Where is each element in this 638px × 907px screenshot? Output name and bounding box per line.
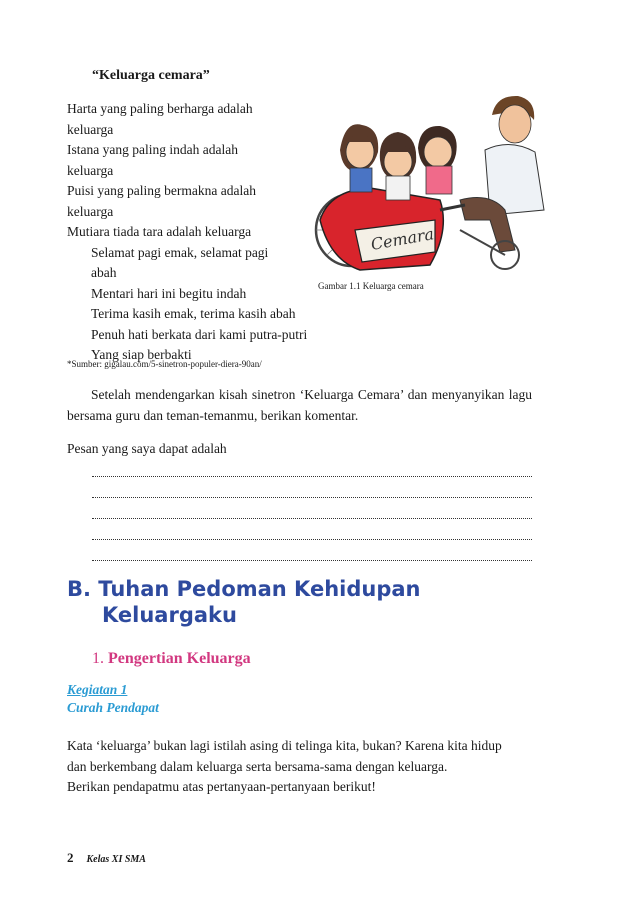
- activity-line: dan berkembang dalam keluarga serta bersama-sama dengan keluarga.: [67, 758, 448, 774]
- answer-line[interactable]: [92, 540, 532, 561]
- song-title: “Keluarga cemara”: [92, 68, 210, 83]
- subsection-number: 1.: [92, 650, 104, 667]
- lyric-line: Mutiara tiada tara adalah keluarga: [67, 224, 252, 239]
- class-label: Kelas XI SMA: [86, 854, 146, 865]
- father: [440, 96, 544, 252]
- section-title-line2: Keluargaku: [102, 603, 237, 627]
- lyric-line-indented: Mentari hari ini begitu indah: [91, 285, 247, 301]
- activity-line: Berikan pendapatmu atas pertanyaan-pertanyaan berikut!: [67, 779, 376, 794]
- section-letter: B.: [67, 577, 91, 601]
- family-cart-illustration: [300, 80, 550, 275]
- figure-caption: Gambar 1.1 Keluarga cemara: [318, 281, 424, 291]
- lyric-line: Puisi yang paling bermakna adalah: [67, 183, 256, 198]
- lyric-line-indented: abah: [91, 265, 117, 280]
- subsection-heading: [92, 650, 251, 668]
- instruction-text: Setelah mendengarkan kisah sinetron ‘Keluarga Cemara’ dan menyanyikan lagu bersama guru dan teman-temanmu, berikan komentar.: [67, 387, 532, 423]
- subsection-title: Pengertian Keluarga: [108, 650, 251, 667]
- child-middle: [380, 132, 416, 200]
- answer-line[interactable]: [92, 456, 532, 477]
- lyric-line: keluarga: [67, 121, 114, 137]
- lyric-line-indented: Terima kasih emak, terima kasih abah: [91, 306, 296, 321]
- source-note: *Sumber: gigalau.com/5-sinetron-populer-diera-90an/: [67, 359, 262, 369]
- activity-label[interactable]: Kegiatan 1: [67, 682, 128, 697]
- lyric-line: keluarga: [67, 203, 114, 219]
- section-heading: [67, 576, 421, 628]
- pesan-label: Pesan yang saya dapat adalah: [67, 441, 227, 456]
- lyric-line-indented: Yang siap berbakti: [91, 347, 192, 362]
- song-lyrics: [67, 99, 337, 366]
- lyric-line-indented: Penuh hati berkata dari kami putra-putri: [91, 326, 308, 342]
- answer-line[interactable]: [92, 477, 532, 498]
- activity-paragraph: [67, 736, 532, 798]
- page-footer: [67, 850, 146, 866]
- answer-line[interactable]: [92, 519, 532, 540]
- lyric-line: Harta yang paling berharga adalah: [67, 101, 253, 116]
- page-number: 2: [67, 850, 74, 865]
- lyric-line-indented: Selamat pagi emak, selamat pagi: [91, 244, 269, 260]
- instruction-paragraph: [67, 385, 532, 426]
- child-left: [340, 124, 378, 192]
- cart-text: Cemara: [369, 224, 436, 254]
- lyric-line: keluarga: [67, 162, 114, 178]
- child-right: [418, 126, 457, 194]
- activity-name: Curah Pendapat: [67, 700, 159, 715]
- lyric-line: Istana yang paling indah adalah: [67, 142, 238, 157]
- section-title-line1: Tuhan Pedoman Kehidupan: [98, 577, 421, 601]
- answer-line[interactable]: [92, 498, 532, 519]
- activity-line: Kata ‘keluarga’ bukan lagi istilah asing di telinga kita, bukan? Karena kita hidup: [67, 738, 502, 753]
- answer-lines[interactable]: [92, 456, 532, 561]
